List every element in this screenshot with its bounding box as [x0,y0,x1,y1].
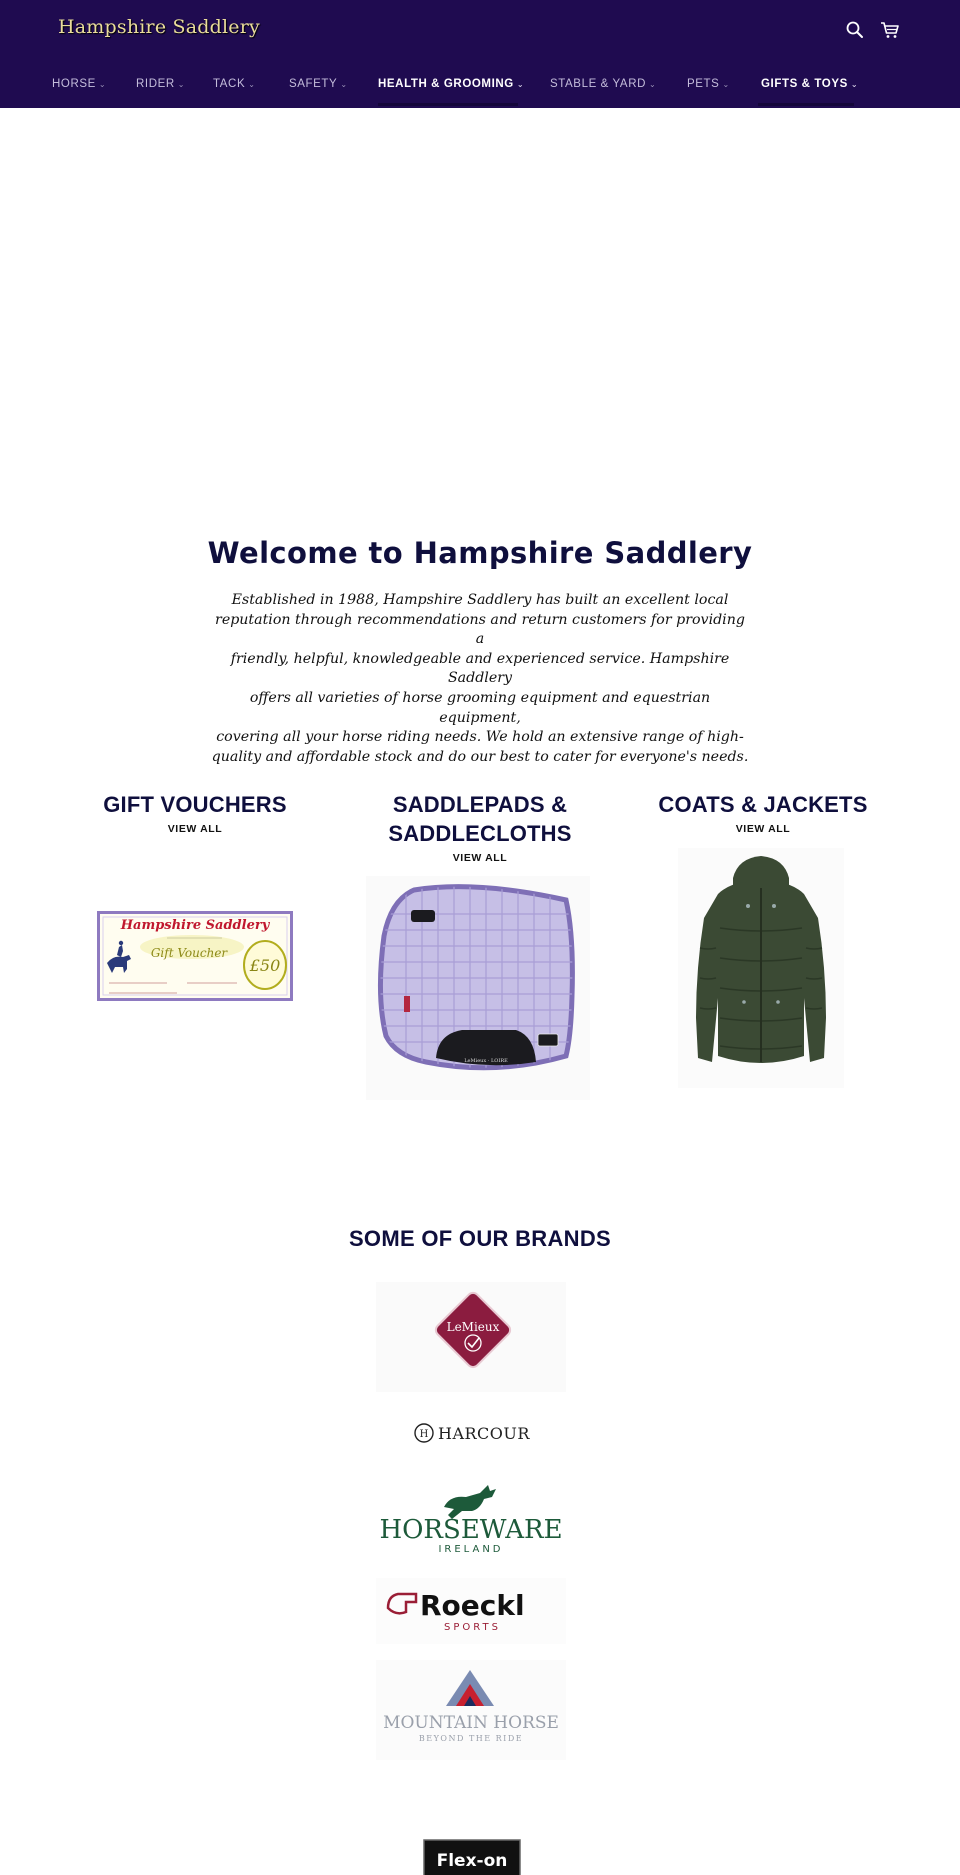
collection-coats-jackets[interactable] [628,790,898,835]
view-all-link[interactable]: VIEW ALL [167,823,223,835]
horse-icon [444,1485,496,1519]
nav-item-rider[interactable] [136,78,185,90]
brand-name: HORSEWARE [379,1515,563,1545]
collection-saddlepads[interactable] [345,790,615,864]
chevron-down-icon: ⌄ [649,80,657,89]
welcome-text-line: covering all your horse riding needs. We hold an extensive range of high- [216,729,744,746]
cart-icon[interactable] [879,19,901,41]
nav-item-label: TACK [213,78,246,90]
brand-name: MOUNTAIN HORSE [383,1713,559,1733]
site-logo[interactable]: Hampshire Saddlery [58,16,260,38]
welcome-title: Welcome to Hampshire Saddlery [207,536,753,570]
nav-item-label: RIDER [136,78,175,90]
chevron-down-icon: ⌄ [177,80,186,89]
nav-item-label: SAFETY [289,78,338,90]
nav-item-gifts-toys[interactable] [761,78,858,90]
site-header [0,0,960,108]
chevron-down-icon: ⌄ [850,80,859,89]
voucher-amount: £50 [249,956,281,975]
welcome-text-line: reputation through recommendations and return customers for providing a [215,611,745,648]
brands-title: SOME OF OUR BRANDS [348,1226,612,1251]
nav-item-label: GIFTS & TOYS [761,78,848,90]
brand-name: LeMieux [446,1320,500,1334]
search-icon[interactable] [844,19,866,41]
voucher-brand: Hampshire Saddlery [120,918,270,933]
saddlepad-label: LeMieux · LOIRE [464,1058,508,1064]
chevron-down-icon: ⌄ [722,80,730,89]
welcome-text-line: friendly, helpful, knowledgeable and experienced service. Hampshire Saddlery [230,650,730,687]
nav-item-health-grooming[interactable] [378,78,524,90]
saddlepad-image[interactable] [366,876,590,1100]
voucher-label: Gift Voucher [150,946,228,960]
chevron-down-icon: ⌄ [516,80,525,89]
nav-item-horse[interactable] [52,78,106,90]
brand-subtitle: IRELAND [438,1544,504,1555]
nav-item-label: HEALTH & GROOMING [378,78,514,90]
welcome-text-line: quality and affordable stock and do our best to cater for everyone's needs. [211,748,749,765]
svg-text:H: H [419,1429,429,1440]
view-all-link[interactable]: VIEW ALL [452,852,508,864]
nav-item-label: HORSE [52,78,96,90]
brand-name: Roeckl [420,1589,525,1622]
brand-subtitle: BEYOND THE RIDE [418,1734,524,1743]
view-all-link[interactable]: VIEW ALL [735,823,791,835]
brand-name: HARCOUR [438,1424,530,1443]
nav-active-indicator [378,103,518,106]
brand-mountain-horse-logo[interactable] [376,1660,566,1760]
collection-title: COATS & JACKETS [658,792,868,817]
brand-subtitle: SPORTS [444,1622,501,1633]
chevron-down-icon: ⌄ [248,80,256,89]
collection-title: SADDLEPADS & [392,792,568,817]
chevron-down-icon: ⌄ [98,80,107,89]
brand-lemieux-logo[interactable] [376,1282,566,1392]
nav-item-label: STABLE & YARD [550,78,646,90]
nav-item-safety[interactable] [289,78,348,90]
jacket-image[interactable] [678,848,844,1088]
nav-item-label: PETS [687,78,720,90]
chevron-down-icon: ⌄ [340,80,348,89]
welcome-text-line: offers all varieties of horse grooming equipment and equestrian equipment, [249,689,711,726]
main-nav [0,70,960,102]
welcome-text [210,591,750,767]
nav-active-indicator [758,103,854,106]
brand-harcour-logo[interactable] [376,1418,566,1448]
collection-title: GIFT VOUCHERS [103,792,287,817]
nav-item-stable-yard[interactable] [550,78,656,90]
brand-name: Flex-on [436,1851,508,1871]
nav-item-pets[interactable] [687,78,730,90]
nav-item-tack[interactable] [213,78,256,90]
collection-gift-vouchers[interactable] [60,790,330,835]
brand-horseware-logo[interactable] [376,1475,566,1555]
hero-banner [0,108,960,508]
collection-title: SADDLECLOTHS [388,821,572,846]
brand-roeckl-logo[interactable] [376,1578,566,1644]
gift-voucher-image[interactable] [97,911,293,1001]
welcome-text-line: Established in 1988, Hampshire Saddlery has built an excellent local [231,592,729,608]
brand-flexon-logo[interactable] [376,1838,566,1875]
